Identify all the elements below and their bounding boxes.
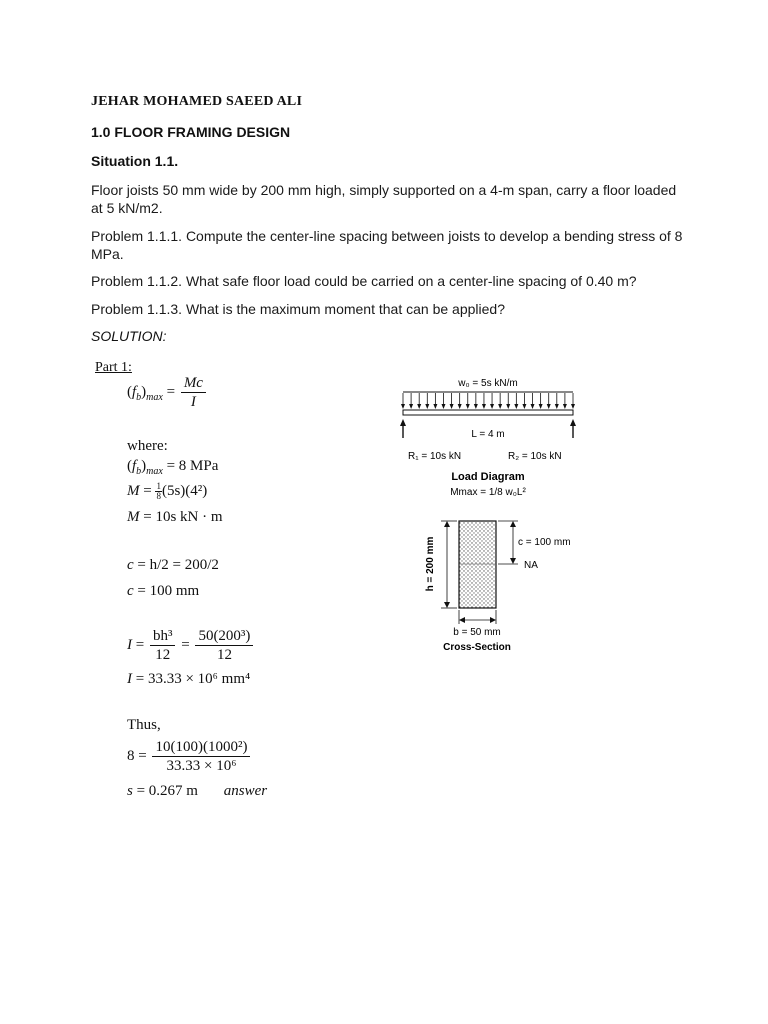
c-label: c = 100 mm (518, 537, 571, 548)
span-label: L = 4 m (471, 429, 505, 440)
equation-num: 10(100)(1000²) (152, 738, 250, 757)
load-label: w₀ = 5s kN/m (458, 378, 518, 389)
load-arrow-head (474, 404, 478, 409)
load-arrow-head (441, 404, 445, 409)
load-arrow-head (571, 404, 575, 409)
h-dimension (425, 521, 457, 608)
beam-diagrams (395, 370, 595, 660)
cross-section (425, 521, 571, 653)
answer-label: answer (223, 783, 268, 799)
right-reaction-arrow (570, 419, 576, 438)
c-result-line: c = 100 mm (127, 583, 200, 599)
load-arrow-head (401, 404, 405, 409)
r1-label: R₁ = 10s kN (408, 451, 462, 462)
na-label: NA (524, 560, 538, 571)
load-arrow-head (482, 404, 486, 409)
inertia-num-1: bh³ (150, 627, 176, 646)
load-arrow-head (409, 404, 413, 409)
spacing-result-line: s = 0.267 m answer (127, 783, 268, 799)
beam (403, 410, 573, 415)
where-label: where: (127, 438, 168, 454)
load-arrow-head (547, 404, 551, 409)
inertia-num-2: 50(200³) (195, 627, 253, 646)
inertia-formula: I = $\frac{\text{bh³}}{12}$ = $\frac{\text{50(200³)}}{12}$ (127, 627, 255, 664)
problem-1-1-1: Problem 1.1.1. Compute the center-line spacing between joists to develop a bending stress of 8 MPa. (91, 228, 683, 262)
load-arrow-head (514, 404, 518, 409)
moment-result-line: M = 10s kN · m (127, 509, 223, 525)
c-expr: = h/2 = 200/2 (137, 557, 219, 573)
load-arrow-head (490, 404, 494, 409)
r2-label: R₂ = 10s kN (508, 451, 562, 462)
author-name: JEHAR MOHAMED SAEED ALI (91, 94, 303, 109)
c-result: = 100 mm (137, 583, 200, 599)
moment-expr: (5s)(4²) (161, 482, 208, 499)
h-label: h = 200 mm (425, 536, 436, 592)
inertia-den-2: 12 (216, 647, 232, 663)
equation-lhs: 8 = (127, 747, 147, 764)
load-arrow-head (433, 404, 437, 409)
solution-label: SOLUTION: (91, 328, 167, 344)
load-arrow-head (450, 404, 454, 409)
load-arrows (401, 393, 575, 409)
thus-label: Thus, (127, 717, 161, 733)
inertia-result-line: I = 33.33 × 10⁶ mm⁴ (127, 671, 251, 687)
cross-section-title: Cross-Section (443, 642, 511, 653)
moment-expr-line: M = $\frac{1}{8}$ (5s)(4²) (127, 481, 208, 501)
load-arrow-head (555, 404, 559, 409)
load-arrow-head (466, 404, 470, 409)
problem-1-1-3: Problem 1.1.3. What is the maximum moment that can be applied? (91, 301, 505, 317)
part-label: Part 1: (95, 360, 132, 375)
problem-intro: Floor joists 50 mm wide by 200 mm high, simply supported on a 4-m span, carry a floor loaded at 5 kN/m2. (91, 182, 677, 216)
load-diagram (400, 378, 576, 498)
b-dimension (443, 610, 511, 653)
load-diagram-title: Load Diagram (451, 471, 525, 483)
situation-heading: Situation 1.1. (91, 153, 179, 169)
equation-den: 33.33 × 10⁶ (166, 758, 237, 774)
load-arrow-head (522, 404, 526, 409)
load-arrow-head (498, 404, 502, 409)
section-title: 1.0 FLOOR FRAMING DESIGN (91, 124, 291, 140)
left-reaction-arrow (400, 419, 406, 438)
section-rectangle (459, 521, 496, 608)
load-arrow-head (539, 404, 543, 409)
spacing-equation (127, 738, 252, 775)
problem-1-1-2: Problem 1.1.2. What safe floor load could be carried on a center-line spacing of 0.40 m? (91, 273, 637, 289)
moment-result: = 10s kN · m (143, 509, 223, 525)
fb-value: = 8 MPa (166, 458, 219, 474)
c-expr-line: c = h/2 = 200/2 (127, 557, 219, 573)
load-arrow-head (563, 404, 567, 409)
inertia-den-1: 12 (155, 647, 171, 663)
mmax-label: Mmax = 1/8 w₀L² (450, 487, 526, 498)
load-arrow-head (531, 404, 535, 409)
c-dimension (498, 521, 571, 571)
spacing-result: = 0.267 m (136, 783, 198, 799)
inertia-result: = 33.33 × 10⁶ mm⁴ (135, 671, 251, 687)
load-arrow-head (506, 404, 510, 409)
flexure-formula: $(f_b)_{max}$ = $\frac{Mc}{I}$ (127, 374, 208, 411)
load-arrow-head (417, 404, 421, 409)
b-label: b = 50 mm (453, 627, 501, 638)
load-arrow-head (458, 404, 462, 409)
fb-value-line: $(f_b)_{max} = 8$ MPa (127, 458, 219, 477)
load-arrow-head (425, 404, 429, 409)
